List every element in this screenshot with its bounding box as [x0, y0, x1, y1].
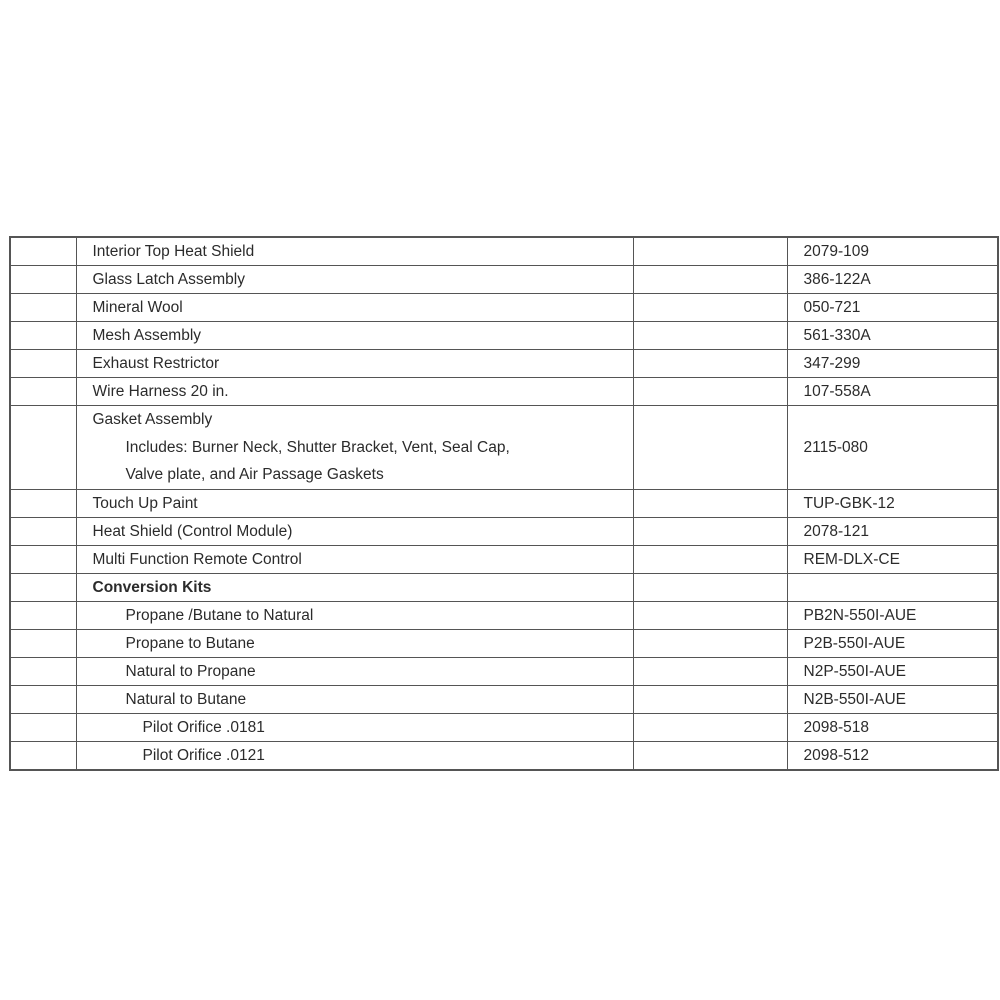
part-number-cell: 107-558A: [787, 378, 998, 406]
description-cell: Interior Top Heat Shield: [76, 237, 633, 266]
part-number-cell: [787, 573, 998, 601]
blank-cell: [633, 406, 787, 490]
blank-cell: [633, 741, 787, 770]
item-number-cell: [10, 741, 76, 770]
item-number-cell: [10, 685, 76, 713]
item-number-cell: [10, 237, 76, 266]
item-number-cell: [10, 545, 76, 573]
part-number-cell: 2098-518: [787, 713, 998, 741]
part-number-cell: 2078-121: [787, 517, 998, 545]
blank-cell: [633, 685, 787, 713]
blank-cell: [633, 713, 787, 741]
description-cell: Pilot Orifice .0181: [76, 713, 633, 741]
description-subline: Valve plate, and Air Passage Gaskets: [125, 466, 384, 483]
item-number-cell: [10, 601, 76, 629]
part-number-cell: 2115-080: [787, 406, 998, 490]
description-cell: Propane /Butane to Natural: [76, 601, 633, 629]
part-number-cell: N2B-550I-AUE: [787, 685, 998, 713]
item-number-cell: [10, 322, 76, 350]
description-text: Gasket Assembly: [92, 411, 213, 428]
item-number-cell: [10, 266, 76, 294]
blank-cell: [633, 322, 787, 350]
blank-cell: [633, 378, 787, 406]
blank-cell: [633, 601, 787, 629]
table-row: [10, 378, 998, 406]
parts-table-body: [10, 237, 998, 770]
item-number-cell: [10, 517, 76, 545]
description-cell: [76, 406, 633, 490]
table-row: [10, 629, 998, 657]
table-row: [10, 545, 998, 573]
part-number-cell: 050-721: [787, 294, 998, 322]
description-cell: Pilot Orifice .0121: [76, 741, 633, 770]
item-number-cell: [10, 294, 76, 322]
blank-cell: [633, 657, 787, 685]
description-cell: Natural to Butane: [76, 685, 633, 713]
table-row: [10, 741, 998, 770]
table-row: [10, 713, 998, 741]
item-number-cell: [10, 406, 76, 490]
table-row: [10, 601, 998, 629]
blank-cell: [633, 237, 787, 266]
blank-cell: [633, 629, 787, 657]
parts-table: [9, 236, 999, 771]
table-row: [10, 322, 998, 350]
table-row: [10, 266, 998, 294]
description-cell: Wire Harness 20 in.: [76, 378, 633, 406]
table-row: [10, 489, 998, 517]
part-number-cell: N2P-550I-AUE: [787, 657, 998, 685]
description-cell: Natural to Propane: [76, 657, 633, 685]
blank-cell: [633, 573, 787, 601]
description-cell: Heat Shield (Control Module): [76, 517, 633, 545]
blank-cell: [633, 294, 787, 322]
table-row: [10, 294, 998, 322]
table-row: [10, 657, 998, 685]
part-number-cell: TUP-GBK-12: [787, 489, 998, 517]
item-number-cell: [10, 573, 76, 601]
description-cell: Mesh Assembly: [76, 322, 633, 350]
table-row: [10, 517, 998, 545]
blank-cell: [633, 545, 787, 573]
description-cell: Glass Latch Assembly: [76, 266, 633, 294]
item-number-cell: [10, 629, 76, 657]
part-number-cell: P2B-550I-AUE: [787, 629, 998, 657]
part-number-cell: 2079-109: [787, 237, 998, 266]
part-number-cell: PB2N-550I-AUE: [787, 601, 998, 629]
item-number-cell: [10, 713, 76, 741]
part-number-cell: 386-122A: [787, 266, 998, 294]
part-number-cell: 2098-512: [787, 741, 998, 770]
part-number-cell: 347-299: [787, 350, 998, 378]
part-number-cell: 561-330A: [787, 322, 998, 350]
table-row: [10, 406, 998, 490]
item-number-cell: [10, 657, 76, 685]
description-cell: Propane to Butane: [76, 629, 633, 657]
description-subline: Includes: Burner Neck, Shutter Bracket, Vent, Seal Cap,: [125, 438, 510, 456]
table-row: [10, 237, 998, 266]
blank-cell: [633, 517, 787, 545]
blank-cell: [633, 489, 787, 517]
blank-cell: [633, 266, 787, 294]
description-cell: Conversion Kits: [76, 573, 633, 601]
item-number-cell: [10, 489, 76, 517]
description-cell: Multi Function Remote Control: [76, 545, 633, 573]
table-row: [10, 350, 998, 378]
description-cell: Mineral Wool: [76, 294, 633, 322]
item-number-cell: [10, 350, 76, 378]
description-cell: Exhaust Restrictor: [76, 350, 633, 378]
table-row: [10, 685, 998, 713]
item-number-cell: [10, 378, 76, 406]
table-row: [10, 573, 998, 601]
part-number-cell: REM-DLX-CE: [787, 545, 998, 573]
description-cell: Touch Up Paint: [76, 489, 633, 517]
blank-cell: [633, 350, 787, 378]
